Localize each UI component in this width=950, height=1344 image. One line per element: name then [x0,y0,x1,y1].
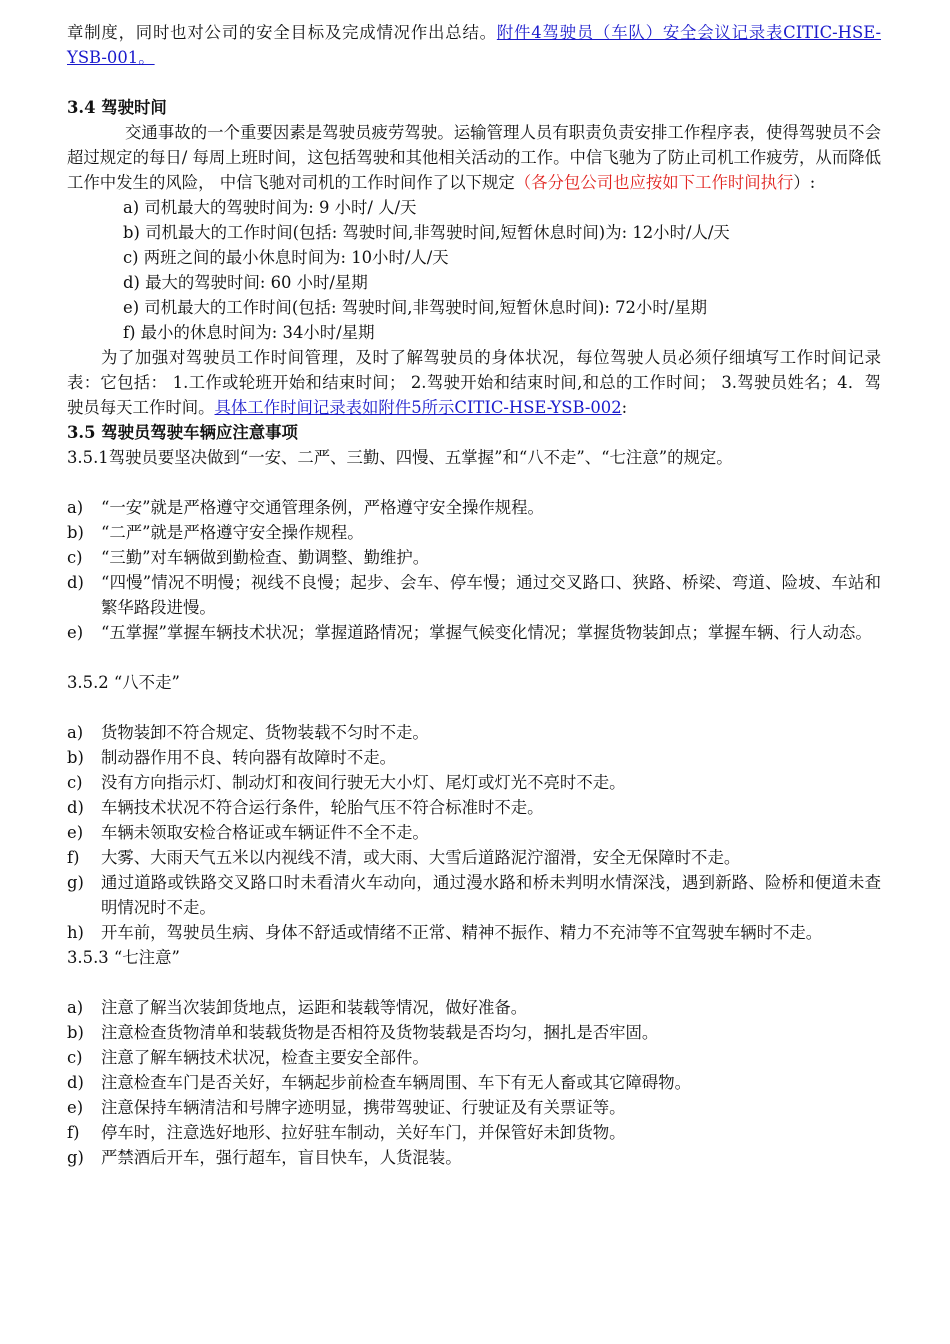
list-text: “四慢”情况不明慢；视线不良慢；起步、会车、停车慢；通过交叉路口、狭路、桥梁、弯道、险坡、车站和繁华路段进慢。 [101,573,881,617]
list-marker: c) [67,773,83,792]
spacer [67,970,881,995]
intro-paragraph [67,20,881,70]
intro-text: 章制度，同时也对公司的安全目标及完成情况作出总结。 [67,23,497,42]
section-3-5-1-paragraph: 3.5.1驾驶员要坚决做到“一安、二严、三勤、四慢、五掌握”和“八不走”、“七注意”的规定。 [67,448,733,467]
subcontractor-note: （各分包公司也应按如下工作时间执行 [514,173,794,192]
rule-item: e) 司机最大的工作时间(包括: 驾驶时间,非驾驶时间,短暂休息时间): 72小时/星期 [123,298,708,317]
list-text: 开车前，驾驶员生病、身体不舒适或情绪不正常、精神不振作、精力不充沛等不宜驾驶车辆时不走。 [101,923,823,942]
document-page [67,20,881,1170]
list-text: 注意了解当次装卸货地点，运距和装载等情况，做好准备。 [101,998,528,1017]
list-text: “一安”就是严格遵守交通管理条例，严格遵守安全操作规程。 [101,498,544,517]
paragraph-text-end: : [621,398,628,417]
list-item [67,570,881,620]
list-marker: c) [67,1048,83,1067]
list-marker: f) [67,1123,80,1142]
rule-item: f) 最小的休息时间为: 34小时/星期 [123,323,375,342]
section-3-5-2-heading: 3.5.2 “八不走” [67,673,180,692]
section-3-4-paragraph-2 [67,345,881,420]
list-text: 没有方向指示灯、制动灯和夜间行驶无大小灯、尾灯或灯光不亮时不走。 [101,773,626,792]
attachment-4-link[interactable]: 附件4驾驶员（车队）安全会议记录表CITIC-HSE-YSB-001。 [67,23,882,67]
list-item [67,845,881,870]
list-text: “五掌握”掌握车辆技术状况；掌握道路情况；掌握气候变化情况；掌握货物装卸点；掌握车辆、行人动态。 [101,623,872,642]
list-item [67,1070,881,1095]
list-item [67,1045,881,1070]
list-marker: f) [67,848,80,867]
list-marker: d) [67,573,84,592]
list-text: 通过道路或铁路交叉路口时未看清火车动向，通过漫水路和桥未判明水情深浅，遇到新路、险桥和便道未查明情况时不走。 [101,873,881,917]
list-item [67,795,881,820]
list-marker: b) [67,1023,84,1042]
list-item [67,495,881,520]
list-text: 严禁酒后开车，强行超车，盲目快车，人货混装。 [101,1148,462,1167]
list-text: 注意检查车门是否关好，车辆起步前检查车辆周围、车下有无人畜或其它障碍物。 [101,1073,692,1092]
list-text: “二严”就是严格遵守安全操作规程。 [101,523,364,542]
list-marker: a) [67,723,84,742]
list-item [67,1020,881,1045]
list-marker: b) [67,523,84,542]
list-text: 停车时，注意选好地形、拉好驻车制动，关好车门，并保管好未卸货物。 [101,1123,626,1142]
rule-item: b) 司机最大的工作时间(包括: 驾驶时间,非驾驶时间,短暂休息时间)为: 12小时/人/天 [123,223,730,242]
list-text: 车辆技术状况不符合运行条件，轮胎气压不符合标准时不走。 [101,798,544,817]
list-item [67,870,881,920]
list-item [67,770,881,795]
list-item [67,545,881,570]
spacer [67,470,881,495]
list-item [67,1095,881,1120]
spacer [67,645,881,670]
spacer [67,70,881,95]
list-one-an-er-yan [67,495,881,645]
attachment-5-link[interactable]: 具体工作时间记录表如附件5所示CITIC-HSE-YSB-002 [214,398,622,417]
list-text: 注意保持车辆清洁和号牌字迹明显，携带驾驶证、行驶证及有关票证等。 [101,1098,626,1117]
list-marker: e) [67,823,84,842]
list-text: 车辆未领取安检合格证或车辆证件不全不走。 [101,823,429,842]
list-marker: e) [67,623,84,642]
list-item [67,520,881,545]
list-text: 注意了解车辆技术状况，检查主要安全部件。 [101,1048,429,1067]
list-text: 货物装卸不符合规定、货物装载不匀时不走。 [101,723,429,742]
list-marker: b) [67,748,84,767]
list-marker: a) [67,998,84,1017]
section-3-5-heading: 3.5 驾驶员驾驶车辆应注意事项 [67,423,298,442]
list-marker: h) [67,923,84,942]
section-3-4-paragraph-1 [67,120,881,195]
list-item [67,995,881,1020]
section-3-4-heading: 3.4 驾驶时间 [67,98,167,117]
list-item [67,1120,881,1145]
list-item [67,745,881,770]
paragraph-text: 为了加强对驾驶员工作时间管理，及时了解驾驶员的身体状况，每位驾驶人员必须仔细填写工作时间记录表：它包括： 1.工作或轮班开始和结束时间； 2.驾驶开始和结束时间,和总的工作时间； 3.驾驶员姓名；4．驾驶员每天工作时间。 [67,348,881,417]
list-item [67,1145,881,1170]
list-item [67,620,881,645]
paragraph-text-end: ）: [793,173,816,192]
list-marker: d) [67,1073,84,1092]
list-marker: g) [67,873,84,892]
rule-item: d) 最大的驾驶时间: 60 小时/星期 [123,273,368,292]
list-marker: a) [67,498,84,517]
list-item [67,820,881,845]
rule-item: c) 两班之间的最小休息时间为: 10小时/人/天 [123,248,449,267]
section-3-5-3-heading: 3.5.3 “七注意” [67,948,180,967]
spacer [67,695,881,720]
list-text: “三勤”对车辆做到勤检查、勤调整、勤维护。 [101,548,430,567]
list-marker: e) [67,1098,84,1117]
list-marker: d) [67,798,84,817]
list-text: 大雾、大雨天气五米以内视线不清，或大雨、大雪后道路泥泞溜滑，安全无保障时不走。 [101,848,741,867]
list-ba-bu-zou [67,720,881,945]
list-item [67,720,881,745]
rule-item: a) 司机最大的驾驶时间为: 9 小时/ 人/天 [123,198,417,217]
list-marker: c) [67,548,83,567]
list-text: 制动器作用不良、转向器有故障时不走。 [101,748,397,767]
paragraph-text: 交通事故的一个重要因素是驾驶员疲劳驾驶。运输管理人员有职责负责安排工作程序表，使得驾驶员不会超过规定的每日/ 每周上班时间，这包括驾驶和其他相关活动的工作。中信飞驰为了防止司机工作疲劳，从而降低工作中发生的风险， 中信飞驰对司机的工作时间作了以下规定 [67,123,881,192]
list-qi-zhu-yi [67,995,881,1170]
list-marker: g) [67,1148,84,1167]
list-item [67,920,881,945]
list-text: 注意检查货物清单和装载货物是否相符及货物装载是否均匀，捆扎是否牢固。 [101,1023,659,1042]
